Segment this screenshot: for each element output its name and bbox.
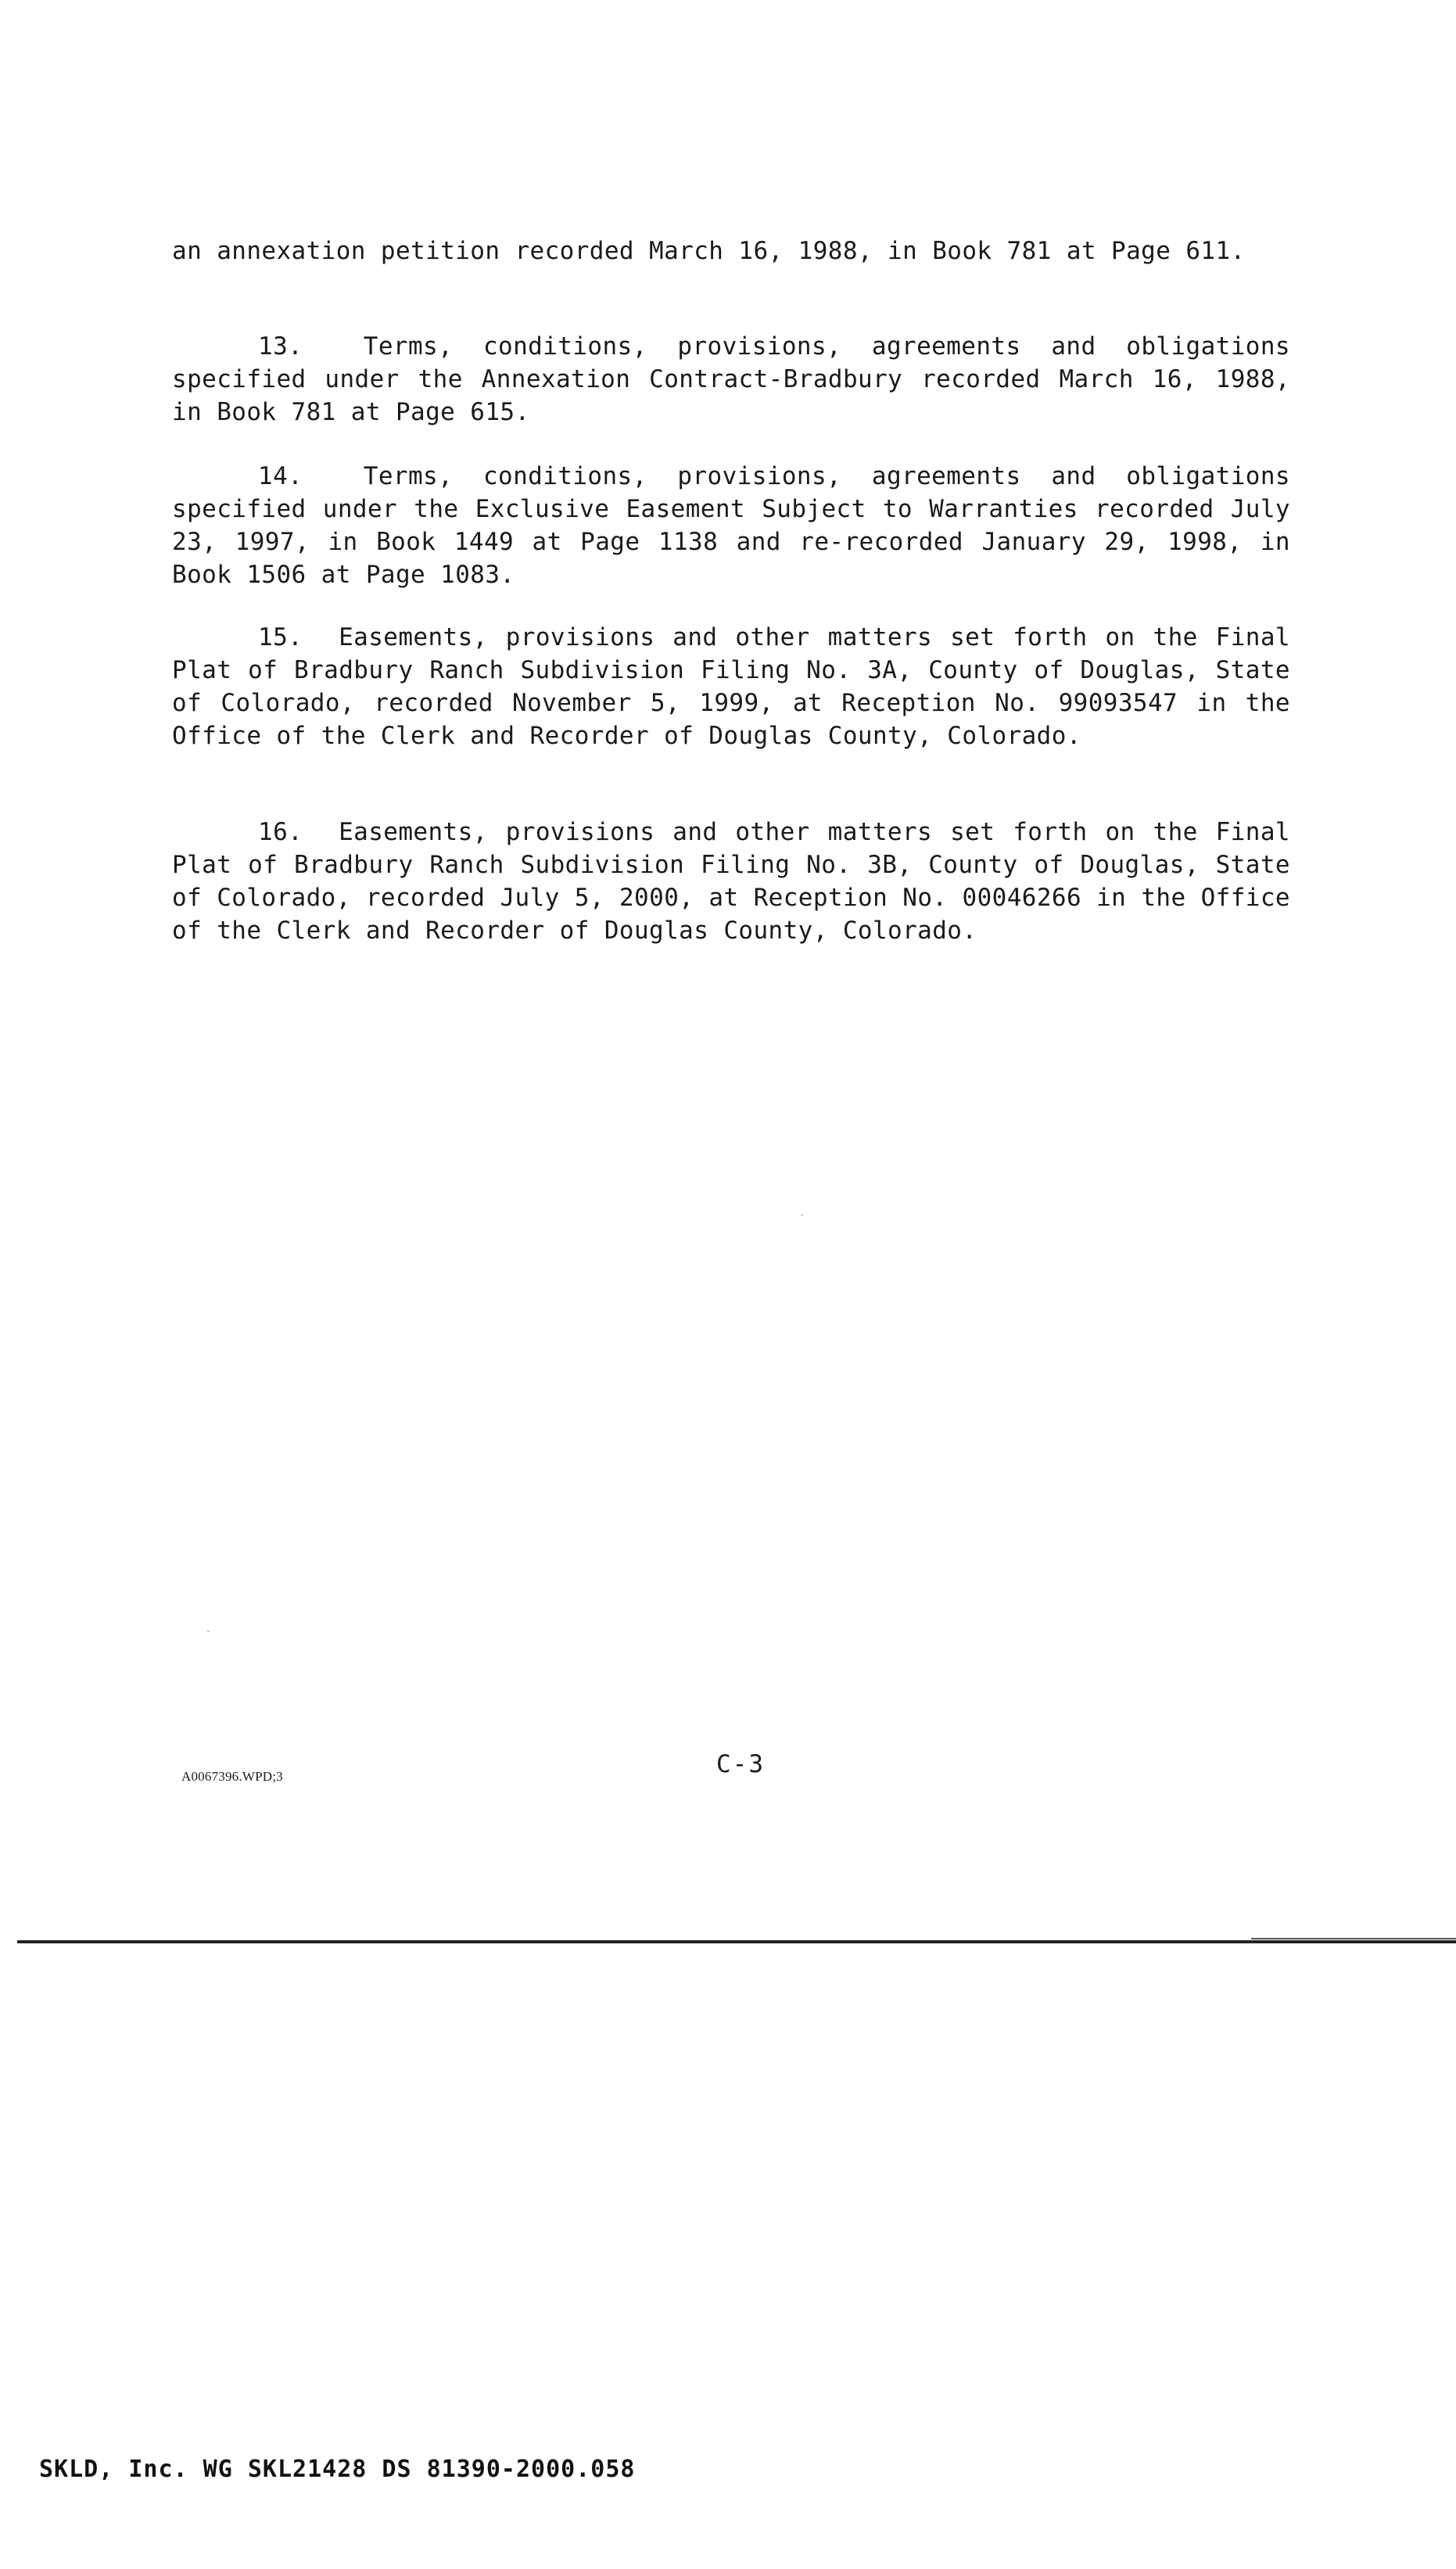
paragraph-text: Easements, provisions and other matters set forth on the Final Plat of Bradbury Ranch Subdivision Filing No. 3B, County of Douglas, State of Colorado, recorded July 5, 2000, at Reception No. 00046266 in the Office of the Clerk and Recorder of Douglas County, Colorado. [172,818,1290,945]
page-number: C-3 [716,1750,765,1778]
paragraph-number: 15. [258,623,303,651]
footer-document-id: SKLD, Inc. WG SKL21428 DS 81390-2000.058 [39,2456,636,2483]
continued-paragraph: an annexation petition recorded March 16, 1988, in Book 781 at Page 611. [172,237,1246,265]
horizontal-rule [17,1940,1456,1943]
paragraph-14 [172,460,1290,591]
paragraph-text: Terms, conditions, provisions, agreements and obligations specified under the Annexation Contract-Bradbury recorded March 16, 1988, in Book 781 at Page 615. [172,332,1290,426]
paragraph-16 [172,816,1290,947]
file-code: A0067396.WPD;3 [181,1769,283,1784]
paragraph-text: Terms, conditions, provisions, agreements and obligations specified under the Exclusive Easement Subject to Warranties recorded July 23, 1997, in Book 1449 at Page 1138 and re-recorded January 29, 1998, in Book 1506 at Page 1083. [172,462,1290,589]
scan-speck [207,1631,210,1632]
paragraph-number: 14. [258,462,303,490]
paragraph-13 [172,330,1290,429]
horizontal-rule-edge [1251,1938,1456,1939]
paragraph-text: Easements, provisions and other matters set forth on the Final Plat of Bradbury Ranch Subdivision Filing No. 3A, County of Douglas, State of Colorado, recorded November 5, 1999, at Reception No. 99093547 in the Office of the Clerk and Recorder of Douglas County, Colorado. [172,623,1290,750]
scan-speck [801,1215,803,1216]
paragraph-15 [172,621,1290,752]
paragraph-number: 13. [258,332,303,361]
paragraph-number: 16. [258,818,303,846]
